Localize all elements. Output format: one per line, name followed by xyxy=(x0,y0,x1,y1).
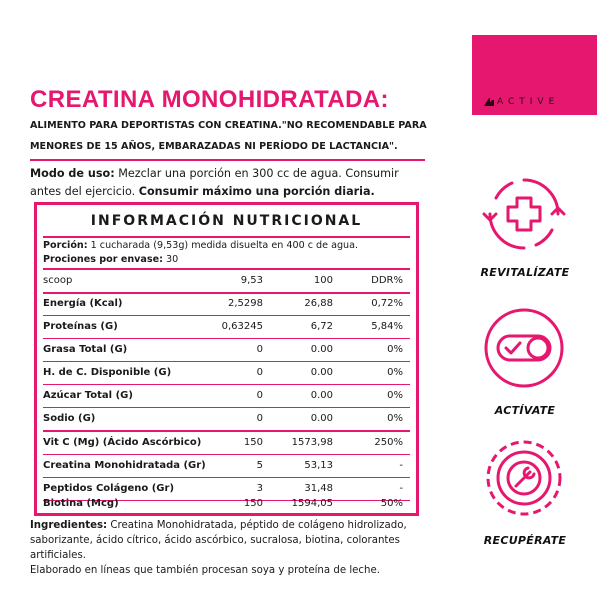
product-warning: ALIMENTO PARA DEPORTISTAS CON CREATINA."NO RECOMENDABLE PARA MENORES DE 15 AÑOS, EMBARAZADAS NI PERÍODO DE LACTANCIA". xyxy=(30,120,427,152)
row-name: Proteínas (G) xyxy=(43,321,118,332)
table-row xyxy=(43,339,413,361)
row-c3: 50% xyxy=(380,498,403,509)
row-name: Biotina (Mcg) xyxy=(43,498,119,509)
table-row xyxy=(43,455,413,477)
row-c1: 0 xyxy=(256,344,263,355)
header-c3: DDR% xyxy=(371,275,403,286)
product-title: CREATINA MONOHIDRATADA: xyxy=(30,86,389,113)
row-c1: 2,5298 xyxy=(228,298,263,309)
brand-name: ACTIVE xyxy=(497,97,560,107)
usage-text: Mezclar una porción en 300 cc de agua. Consumir antes del ejercicio. xyxy=(30,167,399,198)
row-name: Azúcar Total (G) xyxy=(43,390,133,401)
row-c2: 0.00 xyxy=(310,413,333,424)
row-c3: 0% xyxy=(387,390,403,401)
table-row xyxy=(43,408,413,430)
row-c1: 0,63245 xyxy=(221,321,263,332)
row-c2: 0.00 xyxy=(310,344,333,355)
ingredients-text: Creatina Monohidratada, péptido de colágeno hidrolizado, saborizante, ácido cítrico, ácido ascórbico, sucralosa, biotina, colorantes artificiales. xyxy=(30,520,407,561)
gear-wrench-icon xyxy=(482,436,566,520)
row-name: Grasa Total (G) xyxy=(43,344,128,355)
row-c3: 0% xyxy=(387,413,403,424)
row-c3: - xyxy=(399,460,403,471)
portion-info xyxy=(43,239,413,267)
table-row xyxy=(43,432,413,454)
row-name: Vit C (Mg) (Ácido Ascórbico) xyxy=(43,437,202,448)
row-c2: 26,88 xyxy=(304,298,333,309)
row-c2: 31,48 xyxy=(304,483,333,494)
badge-label-activate: ACTÍVATE xyxy=(494,404,556,417)
usage-emphasis: Consumir máximo una porción diaria. xyxy=(138,185,375,198)
badge-label-recuperate: RECUPÉRATE xyxy=(483,534,567,547)
table-row xyxy=(43,493,413,515)
row-c3: 0% xyxy=(387,367,403,378)
usage-instructions xyxy=(30,165,430,201)
nutrition-panel xyxy=(34,202,419,516)
row-c1: 3 xyxy=(256,483,263,494)
portion-line xyxy=(43,239,413,253)
row-c3: 0% xyxy=(387,344,403,355)
row-name: Creatina Monohidratada (Gr) xyxy=(43,460,206,471)
medical-cross-icon xyxy=(482,172,566,256)
row-c2: 6,72 xyxy=(310,321,333,332)
brand-logo xyxy=(483,97,593,109)
row-c3: 250% xyxy=(374,437,403,448)
toggle-switch-icon xyxy=(482,306,566,390)
ingredients-label: Ingredientes: xyxy=(30,520,108,531)
header-c2: 100 xyxy=(313,275,333,286)
nutrition-title: INFORMACIÓN NUTRICIONAL xyxy=(90,213,363,229)
badge-label-revitalizate: REVITALÍZATE xyxy=(480,266,570,279)
usage-label: Modo de uso: xyxy=(30,167,115,180)
portion-label: Porción: xyxy=(43,240,88,251)
row-c3: - xyxy=(399,483,403,494)
allergen-note: Elaborado en líneas que también procesan soya y proteína de leche. xyxy=(30,565,380,576)
portion-text: 1 cucharada (9,53g) medida disuelta en 400 c de agua. xyxy=(87,240,359,251)
row-c1: 0 xyxy=(256,413,263,424)
row-c1: 0 xyxy=(256,367,263,378)
row-c1: 5 xyxy=(256,460,263,471)
nutrition-title-divider xyxy=(43,236,410,238)
table-row xyxy=(43,362,413,384)
row-c3: 0,72% xyxy=(371,298,403,309)
row-c2: 1594,05 xyxy=(291,498,333,509)
row-c2: 0.00 xyxy=(310,390,333,401)
servings-label: Prociones por envase: xyxy=(43,254,163,265)
row-name: Sodio (G) xyxy=(43,413,96,424)
table-header-row xyxy=(43,270,413,292)
row-c2: 0.00 xyxy=(310,367,333,378)
ingredients-list xyxy=(30,518,430,563)
row-c1: 150 xyxy=(243,437,263,448)
header-c1: 9,53 xyxy=(240,275,263,286)
brand-mark-icon xyxy=(483,97,495,107)
row-c2: 53,13 xyxy=(304,460,333,471)
ingredients xyxy=(30,518,430,578)
table-row xyxy=(43,316,413,338)
row-c1: 0 xyxy=(256,390,263,401)
row-c1: 150 xyxy=(243,498,263,509)
row-name: Peptidos Colágeno (Gr) xyxy=(43,483,175,494)
table-row xyxy=(43,293,413,315)
title-divider xyxy=(30,159,425,161)
servings-line xyxy=(43,253,413,267)
row-c3: 5,84% xyxy=(371,321,403,332)
header-name: scoop xyxy=(43,275,73,286)
row-name: Energía (Kcal) xyxy=(43,298,123,309)
row-c2: 1573,98 xyxy=(291,437,333,448)
table-row xyxy=(43,385,413,407)
row-name: H. de C. Disponible (G) xyxy=(43,367,172,378)
servings-value: 30 xyxy=(162,254,179,265)
